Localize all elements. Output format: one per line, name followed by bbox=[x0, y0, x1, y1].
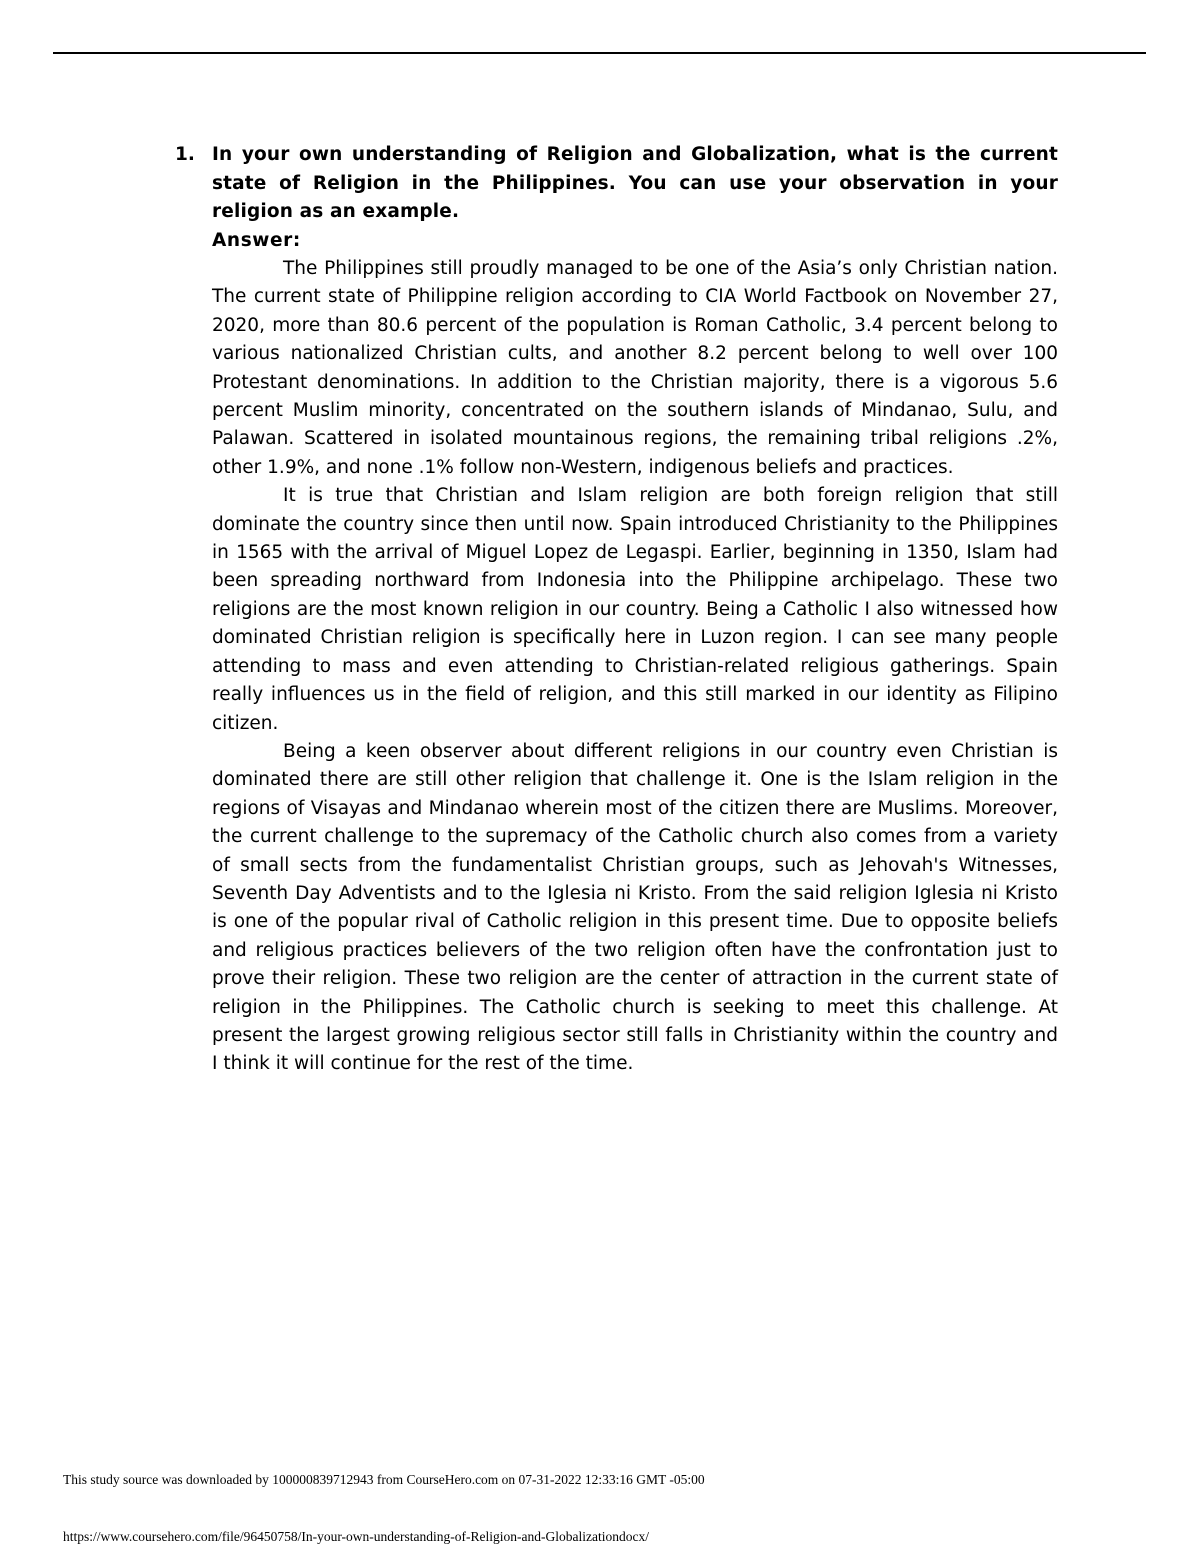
header-rule bbox=[53, 52, 1146, 54]
answer-paragraph-2: It is true that Christian and Islam religion are both foreign religion that still dominate the country since then until now. Spain introduced Christianity to the Philippines in 1565 with the arrival of Miguel Lopez de Legaspi. Earlier, beginning in 1350, Islam had been spreading northward from Indonesia into the Philippine archipelago. These two religions are the most known religion in our country. Being a Catholic I also witnessed how dominated Christian religion is specifically here in Luzon region. I can see many people attending to mass and even attending to Christian-related religious gatherings. Spain really influences us in the field of religion, and this still marked in our identity as Filipino citizen. bbox=[212, 485, 1058, 734]
answer-label: Answer: bbox=[212, 229, 301, 251]
source-url[interactable]: https://www.coursehero.com/file/96450758/In-your-own-understanding-of-Religion-and-Globalizationdocx/ bbox=[63, 1529, 649, 1544]
question-number: 1. bbox=[175, 144, 195, 165]
question-text: In your own understanding of Religion and Globalization, what is the current state of Religion in the Philippines. You can use your observation in your religion as an example. bbox=[212, 144, 1058, 222]
answer-block bbox=[212, 227, 1058, 1079]
answer-paragraph-3: Being a keen observer about different religions in our country even Christian is dominated there are still other religion that challenge it. One is the Islam religion in the regions of Visayas and Mindanao wherein most of the citizen there are Muslims. Moreover, the current challenge to the supremacy of the Catholic church also comes from a variety of small sects from the fundamentalist Christian groups, such as Jehovah's Witnesses, Seventh Day Adventists and to the Iglesia ni Kristo. From the said religion Iglesia ni Kristo is one of the popular rival of Catholic religion in this present time. Due to opposite beliefs and religious practices believers of the two religion often have the confrontation just to prove their religion. These two religion are the center of attraction in the current state of religion in the Philippines. The Catholic church is seeking to meet this challenge. At present the largest growing religious sector still falls in Christianity within the country and I think it will continue for the rest of the time. bbox=[212, 740, 1058, 1075]
answer-paragraph-1: The Philippines still proudly managed to be one of the Asia’s only Christian nation. The current state of Philippine religion according to CIA World Factbook on November 27, 2020, more than 80.6 percent of the population is Roman Catholic, 3.4 percent belong to various nationalized Christian cults, and another 8.2 percent belong to well over 100 Protestant denominations. In addition to the Christian majority, there is a vigorous 5.6 percent Muslim minority, concentrated on the southern islands of Mindanao, Sulu, and Palawan. Scattered in isolated mountainous regions, the remaining tribal religions .2%, other 1.9%, and none .1% follow non-Western, indigenous beliefs and practices. bbox=[212, 258, 1058, 478]
question-row bbox=[175, 141, 1060, 227]
download-source-note: This study source was downloaded by 100000839712943 from CourseHero.com on 07-31-2022 12:33:16 GMT -05:00 bbox=[63, 1472, 705, 1487]
question-item bbox=[175, 141, 1060, 1079]
